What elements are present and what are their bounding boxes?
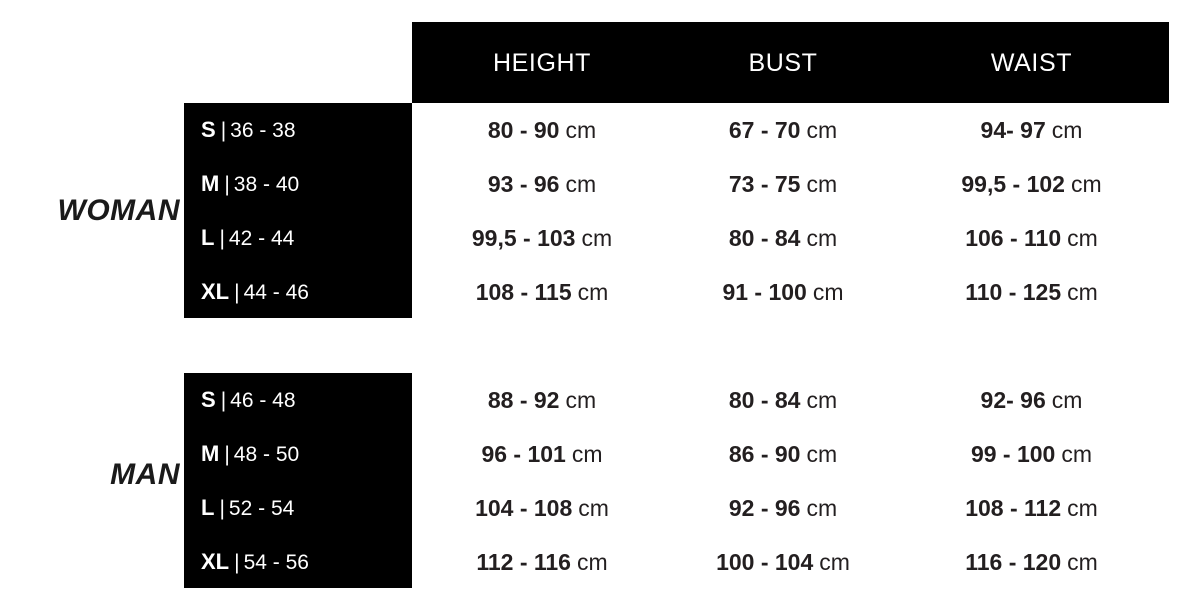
size-cell (184, 427, 412, 481)
size-separator: | (219, 497, 225, 520)
size-range: 38 - 40 (233, 173, 300, 196)
column-header-height: HEIGHT (492, 49, 592, 77)
bust-value (672, 211, 894, 265)
column-header-bust: BUST (748, 49, 818, 77)
size-cell (184, 211, 412, 265)
unit-label: cm (576, 549, 608, 575)
bust-number: 100 - 104 (716, 549, 814, 575)
unit-label: cm (1061, 441, 1093, 467)
height-value (412, 373, 672, 427)
unit-label: cm (581, 225, 613, 251)
unit-label: cm (571, 441, 603, 467)
table-row (184, 373, 1169, 427)
bust-value (672, 481, 894, 535)
size-code: S (201, 117, 216, 142)
waist-number: 99 - 100 (970, 441, 1056, 467)
size-range: 42 - 44 (228, 227, 295, 250)
size-separator: | (234, 281, 240, 304)
size-range: 36 - 38 (230, 119, 296, 142)
unit-label: cm (806, 117, 838, 143)
waist-value (894, 535, 1169, 589)
size-range: 52 - 54 (228, 497, 295, 520)
unit-label: cm (565, 171, 597, 197)
unit-label: cm (565, 387, 597, 413)
waist-number: 116 - 120 (965, 549, 1062, 575)
unit-label: cm (806, 225, 838, 251)
size-cell (184, 481, 412, 535)
size-separator: | (219, 227, 225, 250)
size-code: XL (201, 549, 230, 574)
unit-label: cm (578, 495, 609, 521)
table-row (184, 481, 1169, 535)
waist-number: 108 - 112 (965, 495, 1062, 521)
waist-value (894, 211, 1169, 265)
column-header-waist: WAIST (990, 49, 1073, 77)
bust-number: 80 - 84 (728, 387, 801, 413)
height-number: 88 - 92 (487, 387, 560, 413)
height-number: 104 - 108 (475, 495, 573, 521)
waist-value (894, 427, 1169, 481)
waist-value (894, 373, 1169, 427)
size-code: M (201, 171, 220, 196)
waist-number: 106 - 110 (965, 225, 1062, 251)
unit-label: cm (806, 387, 838, 413)
height-value (412, 211, 672, 265)
size-separator: | (220, 119, 227, 142)
bust-value (672, 427, 894, 481)
waist-number: 94- 97 (980, 117, 1046, 143)
height-number: 99,5 - 103 (471, 225, 576, 251)
group-label-woman: WOMAN (57, 194, 180, 227)
bust-number: 73 - 75 (728, 171, 801, 197)
size-code: M (201, 441, 220, 466)
waist-number: 110 - 125 (965, 279, 1062, 305)
bust-number: 80 - 84 (728, 225, 801, 251)
table-row (184, 265, 1169, 319)
size-cell (184, 265, 412, 319)
unit-label: cm (806, 171, 838, 197)
unit-label: cm (1067, 225, 1098, 251)
unit-label: cm (1067, 279, 1098, 305)
waist-number: 92- 96 (980, 387, 1046, 413)
unit-label: cm (806, 495, 838, 521)
height-value (412, 427, 672, 481)
bust-value (672, 265, 894, 319)
height-value (412, 481, 672, 535)
size-code: L (201, 495, 215, 520)
unit-label: cm (1051, 117, 1083, 143)
unit-label: cm (1067, 549, 1098, 575)
size-cell (184, 535, 412, 589)
unit-label: cm (577, 279, 609, 305)
waist-value (894, 103, 1169, 157)
size-separator: | (224, 173, 230, 196)
size-cell (184, 373, 412, 427)
bust-number: 92 - 96 (728, 495, 801, 521)
size-code: XL (201, 279, 230, 304)
size-range: 54 - 56 (243, 551, 309, 574)
unit-label: cm (1067, 495, 1098, 521)
table-row (184, 427, 1169, 481)
table-row (184, 211, 1169, 265)
size-range: 46 - 48 (230, 389, 296, 412)
size-code: S (201, 387, 216, 412)
height-value (412, 535, 672, 589)
unit-label: cm (1051, 387, 1083, 413)
height-number: 108 - 115 (475, 279, 572, 305)
height-value (412, 157, 672, 211)
unit-label: cm (1070, 171, 1102, 197)
waist-value (894, 265, 1169, 319)
table-row (184, 535, 1169, 589)
bust-number: 91 - 100 (722, 279, 807, 305)
size-separator: | (220, 389, 227, 412)
size-code: L (201, 225, 215, 250)
unit-label: cm (806, 441, 838, 467)
waist-value (894, 157, 1169, 211)
size-range: 44 - 46 (243, 281, 309, 304)
unit-label: cm (819, 549, 850, 575)
size-range: 48 - 50 (233, 443, 300, 466)
bust-value (672, 103, 894, 157)
bust-number: 67 - 70 (728, 117, 801, 143)
size-cell (184, 157, 412, 211)
height-number: 93 - 96 (487, 171, 560, 197)
table-row (184, 103, 1169, 157)
height-number: 96 - 101 (481, 441, 566, 467)
size-separator: | (224, 443, 230, 466)
height-number: 80 - 90 (487, 117, 560, 143)
waist-value (894, 481, 1169, 535)
size-separator: | (234, 551, 240, 574)
waist-number: 99,5 - 102 (961, 171, 1065, 197)
bust-value (672, 535, 894, 589)
height-value (412, 103, 672, 157)
unit-label: cm (812, 279, 844, 305)
group-label-man: MAN (110, 458, 180, 491)
height-value (412, 265, 672, 319)
bust-number: 86 - 90 (728, 441, 801, 467)
bust-value (672, 373, 894, 427)
size-cell (184, 103, 412, 157)
bust-value (672, 157, 894, 211)
table-row (184, 157, 1169, 211)
height-number: 112 - 116 (476, 549, 571, 575)
unit-label: cm (565, 117, 597, 143)
